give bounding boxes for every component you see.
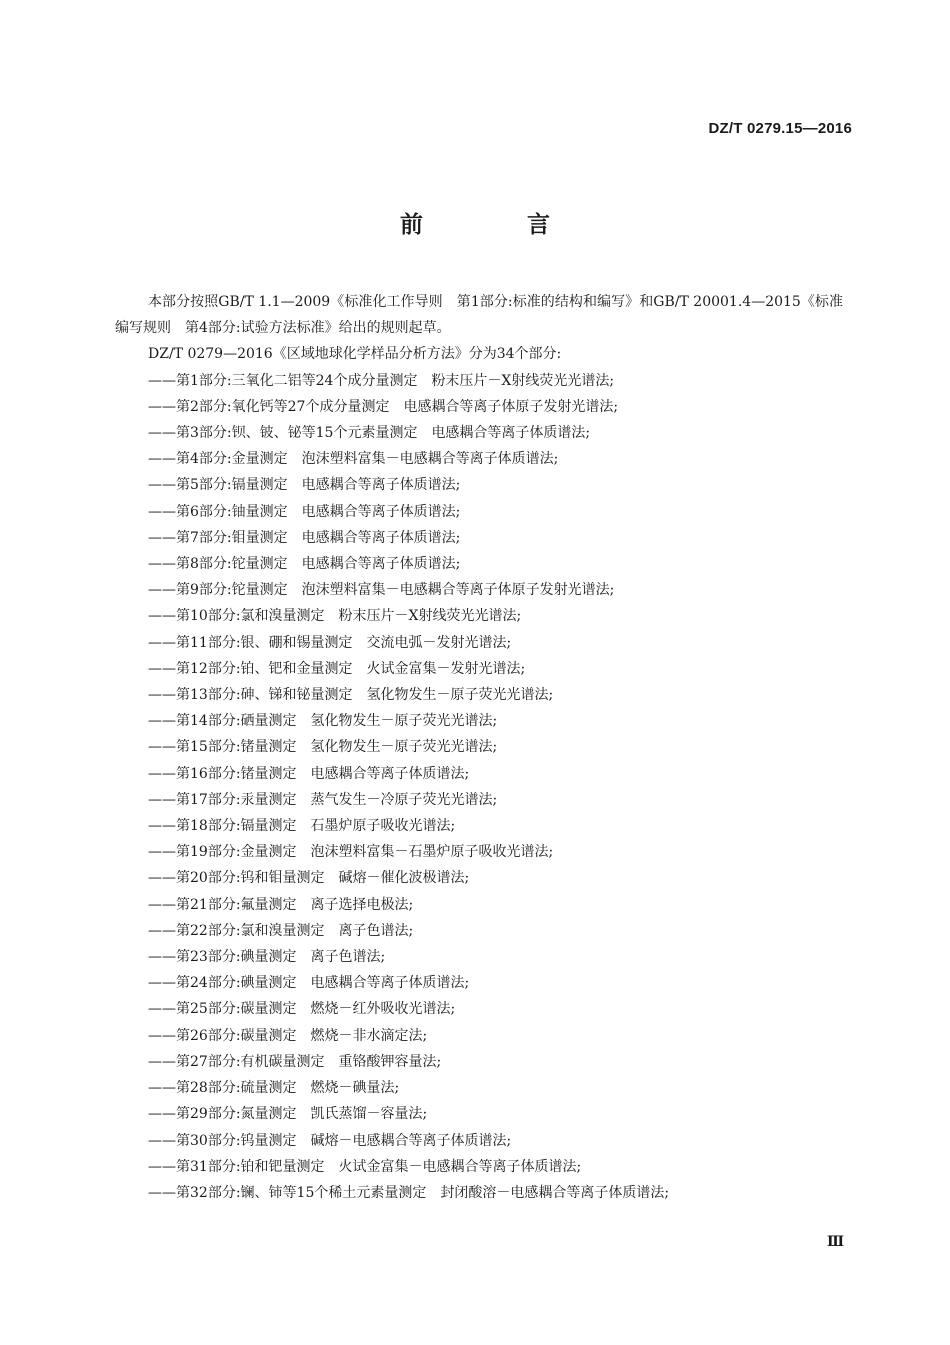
list-item: ——第24部分:碘量测定 电感耦合等离子体质谱法;: [148, 975, 470, 992]
parts-intro-paragraph: DZ/T 0279—2016《区域地球化学样品分析方法》分为34个部分:: [148, 346, 562, 363]
list-item: ——第9部分:铊量测定 泡沫塑料富集－电感耦合等离子体原子发射光谱法;: [148, 582, 615, 599]
drafting-rules-paragraph: 本部分按照GB/T 1.1—2009《标准化工作导则 第1部分:标准的结构和编写》和GB/T 20001.4—2015《标准编写规则 第4部分:试验方法标准》给出的规则起草。: [115, 294, 843, 337]
list-item: ——第25部分:碳量测定 燃烧－红外吸收光谱法;: [148, 1001, 456, 1018]
list-item: ——第2部分:氧化钙等27个成分量测定 电感耦合等离子体原子发射光谱法;: [148, 398, 619, 415]
parts-list: [115, 368, 843, 1207]
list-item: ——第19部分:金量测定 泡沫塑料富集－石墨炉原子吸收光谱法;: [148, 844, 554, 861]
list-item: ——第15部分:锗量测定 氢化物发生－原子荧光光谱法;: [148, 739, 498, 756]
list-item: ——第28部分:硫量测定 燃烧－碘量法;: [148, 1080, 400, 1097]
list-item: ——第23部分:碘量测定 离子色谱法;: [148, 949, 386, 966]
list-item: ——第17部分:汞量测定 蒸气发生－冷原子荧光光谱法;: [148, 791, 498, 808]
list-item: ——第6部分:铀量测定 电感耦合等离子体质谱法;: [148, 503, 461, 520]
list-item: ——第29部分:氮量测定 凯氏蒸馏－容量法;: [148, 1106, 428, 1123]
list-item: ——第26部分:碳量测定 燃烧－非水滴定法;: [148, 1027, 428, 1044]
list-item: ——第1部分:三氧化二铝等24个成分量测定 粉末压片－X射线荧光光谱法;: [148, 372, 615, 389]
list-item: ——第30部分:钨量测定 碱熔－电感耦合等离子体质谱法;: [148, 1132, 512, 1149]
list-item: ——第20部分:钨和钼量测定 碱熔－催化波极谱法;: [148, 870, 470, 887]
list-item: ——第8部分:铊量测定 电感耦合等离子体质谱法;: [148, 556, 461, 573]
list-item: ——第16部分:锗量测定 电感耦合等离子体质谱法;: [148, 765, 470, 782]
list-item: ——第21部分:氟量测定 离子选择电极法;: [148, 896, 414, 913]
page-number: Ⅲ: [826, 1234, 844, 1250]
list-item: ——第4部分:金量测定 泡沫塑料富集－电感耦合等离子体质谱法;: [148, 451, 559, 468]
list-item: ——第14部分:硒量测定 氢化物发生－原子荧光光谱法;: [148, 713, 498, 730]
list-item: ——第5部分:镉量测定 电感耦合等离子体质谱法;: [148, 477, 461, 494]
page-title: 前 言: [399, 212, 598, 238]
list-item: ——第12部分:铂、钯和金量测定 火试金富集－发射光谱法;: [148, 660, 526, 677]
standard-code: DZ/T 0279.15—2016: [708, 120, 852, 137]
list-item: ——第11部分:银、硼和锡量测定 交流电弧－发射光谱法;: [148, 634, 512, 651]
list-item: ——第32部分:镧、铈等15个稀土元素量测定 封闭酸溶－电感耦合等离子体质谱法;: [148, 1184, 670, 1201]
list-item: ——第18部分:镉量测定 石墨炉原子吸收光谱法;: [148, 818, 456, 835]
list-item: ——第10部分:氯和溴量测定 粉末压片－X射线荧光光谱法;: [148, 608, 522, 625]
list-item: ——第27部分:有机碳量测定 重铬酸钾容量法;: [148, 1053, 442, 1070]
list-item: ——第3部分:钡、铍、铋等15个元素量测定 电感耦合等离子体质谱法;: [148, 425, 591, 442]
document-body: [115, 289, 843, 1206]
list-item: ——第13部分:砷、锑和铋量测定 氢化物发生－原子荧光光谱法;: [148, 687, 554, 704]
list-item: ——第31部分:铂和钯量测定 火试金富集－电感耦合等离子体质谱法;: [148, 1158, 582, 1175]
list-item: ——第7部分:钼量测定 电感耦合等离子体质谱法;: [148, 529, 461, 546]
list-item: ——第22部分:氯和溴量测定 离子色谱法;: [148, 922, 414, 939]
